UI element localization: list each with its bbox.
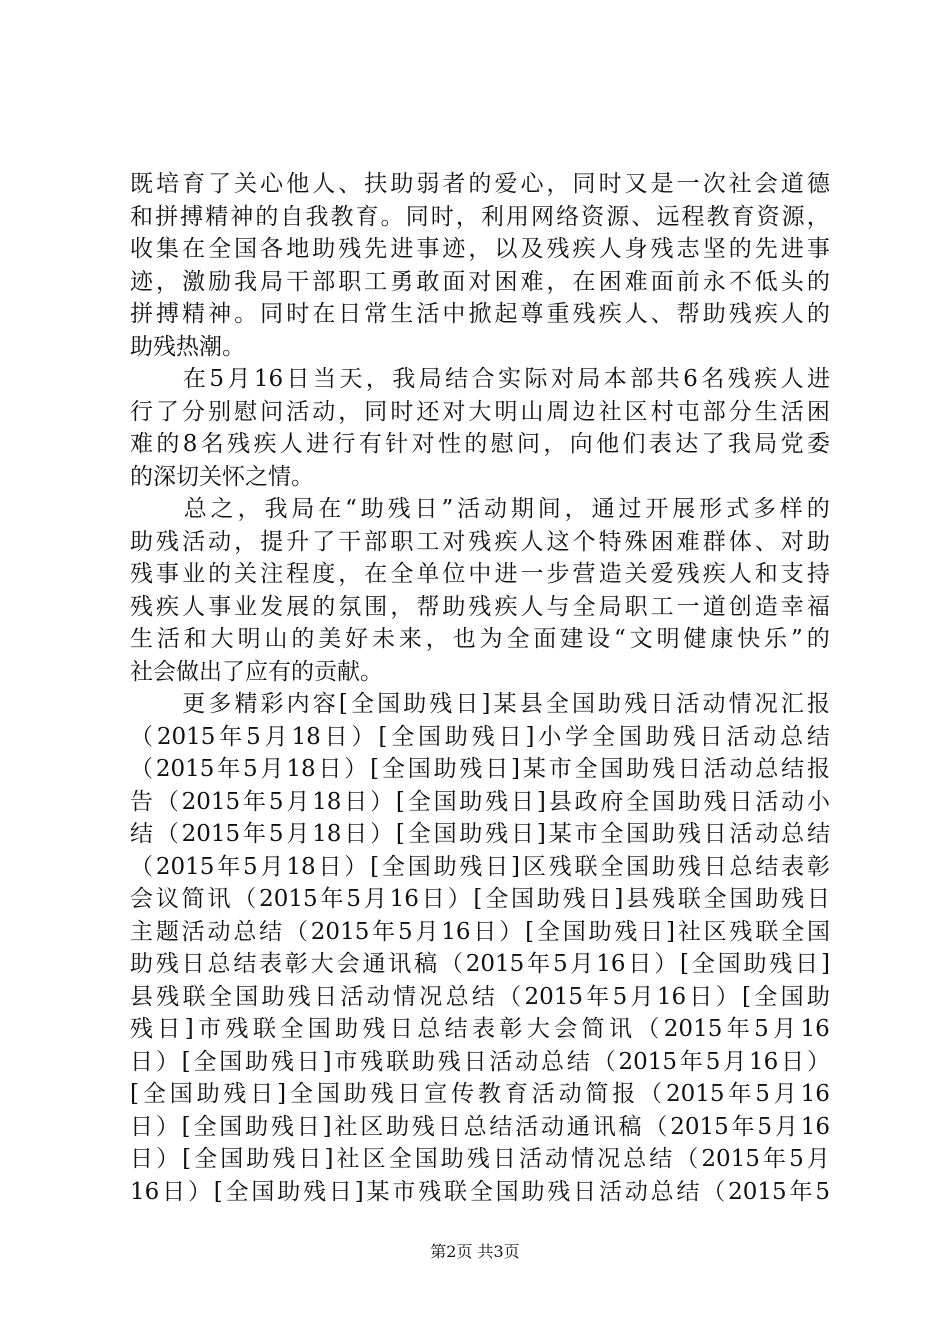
text-line: 助 残 热 潮 。 bbox=[130, 333, 245, 360]
text-line: 残 事 业 的 关 注 程 度 ， 在 全 单 位 中 进 一 步 营 造 关 爱 残 疾 人 和 支 持 bbox=[130, 561, 830, 587]
text-line: 会 议 简 讯 （ 2015 年 5 月 16 日 ） [ 全 国 助 残 日 ] 县 残 联 全 国 助 残 日 bbox=[130, 886, 830, 912]
text-line: 助 残 活 动 ， 提 升 了 干 部 职 工 对 残 疾 人 这 个 特 殊 困 难 群 体 、 对 助 bbox=[130, 528, 830, 555]
text-line: 助 残 日 总 结 表 彰 大 会 通 讯 稿 （ 2015 年 5 月 16 日 ） [ 全 国 助 残 日 ] bbox=[130, 951, 830, 977]
text-line: （ 2015 年 5 月 18 日 ） [ 全 国 助 残 日 ] 某 市 全 国 助 残 日 活 动 总 结 报 bbox=[130, 756, 830, 782]
document-body bbox=[130, 168, 830, 1208]
text-line: （ 2015 年 5 月 18 日 ） [ 全 国 助 残 日 ] 区 残 联 全 国 助 残 日 总 结 表 彰 bbox=[130, 853, 830, 880]
text-line: 残 日 ] 市 残 联 全 国 助 残 日 总 结 表 彰 大 会 简 讯 （ 2015 年 5 月 16 bbox=[130, 1016, 830, 1042]
text-line: 残 疾 人 事 业 发 展 的 氛 围 ， 帮 助 残 疾 人 与 全 局 职 工 一 道 创 造 幸 福 bbox=[130, 593, 830, 620]
text-line: 和 拼 搏 精 神 的 自 我 教 育 。 同 时 ， 利 用 网 络 资 源 、 远 程 教 育 资 源 ， bbox=[130, 203, 830, 230]
text-line: 难 的 8 名 残 疾 人 进 行 有 针 对 性 的 慰 问 ， 向 他 们 表 达 了 我 局 党 委 bbox=[130, 431, 830, 457]
text-line: 迹 ， 激 励 我 局 干 部 职 工 勇 敢 面 对 困 难 ， 在 困 难 面 前 永 不 低 头 的 bbox=[130, 268, 830, 295]
text-line: 总 之 ， 我 局 在 “ 助 残 日 ” 活 动 期 间 ， 通 过 开 展 形 式 多 样 的 bbox=[183, 496, 830, 522]
text-line: 的 深 切 关 怀 之 情 。 bbox=[130, 463, 314, 490]
text-line: 告 （ 2015 年 5 月 18 日 ） [ 全 国 助 残 日 ] 县 政 府 全 国 助 残 日 活 动 小 bbox=[130, 788, 830, 815]
text-line: 社 会 做 出 了 应 有 的 贡 献 。 bbox=[130, 658, 383, 685]
text-line: 在 5 月 16 日 当 天 ， 我 局 结 合 实 际 对 局 本 部 共 6 名 残 疾 人 进 bbox=[182, 366, 830, 392]
text-line: 16 日 ） [ 全 国 助 残 日 ] 某 市 残 联 全 国 助 残 日 活 动 总 结 （ 2015 年 5 bbox=[130, 1178, 830, 1205]
page-number-footer: 第2页 共3页 bbox=[430, 1242, 520, 1261]
text-line: 更 多 精 彩 内 容 [ 全 国 助 残 日 ] 某 县 全 国 助 残 日 活 动 情 况 汇 报 bbox=[182, 691, 830, 717]
text-line: 既 培 育 了 关 心 他 人 、 扶 助 弱 者 的 爱 心 ， 同 时 又 是 一 次 社 会 道 德 bbox=[130, 171, 830, 197]
text-line: 结 （ 2015 年 5 月 18 日 ） [ 全 国 助 残 日 ] 某 市 全 国 助 残 日 活 动 总 结 bbox=[130, 821, 830, 847]
text-line: （ 2015 年 5 月 18 日 ） [ 全 国 助 残 日 ] 小 学 全 国 助 残 日 活 动 总 结 bbox=[130, 723, 830, 750]
text-line: 收 集 在 全 国 各 地 助 残 先 进 事 迹 ， 以 及 残 疾 人 身 残 志 坚 的 先 进 事 bbox=[130, 236, 830, 262]
text-line: 生 活 和 大 明 山 的 美 好 未 来 ， 也 为 全 面 建 设 “ 文 明 健 康 快 乐 ” 的 bbox=[130, 626, 830, 652]
text-line: 主 题 活 动 总 结 （ 2015 年 5 月 16 日 ） [ 全 国 助 残 日 ] 社 区 残 联 全 国 bbox=[130, 918, 830, 945]
text-line: 拼 搏 精 神 。 同 时 在 日 常 生 活 中 掀 起 尊 重 残 疾 人 、 帮 助 残 疾 人 的 bbox=[130, 301, 830, 327]
text-line: 行 了 分 别 慰 问 活 动 ， 同 时 还 对 大 明 山 周 边 社 区 村 屯 部 分 生 活 困 bbox=[130, 398, 830, 425]
text-line: [ 全 国 助 残 日 ] 全 国 助 残 日 宣 传 教 育 活 动 简 报 （ 2015 年 5 月 16 bbox=[130, 1081, 830, 1107]
text-line: 日 ） [ 全 国 助 残 日 ] 社 区 助 残 日 总 结 活 动 通 讯 稿 （ 2015 年 5 月 16 bbox=[130, 1113, 830, 1140]
text-line: 日 ） [ 全 国 助 残 日 ] 市 残 联 助 残 日 活 动 总 结 （ 2015 年 5 月 16 日 ） bbox=[130, 1048, 830, 1075]
text-line: 日 ） [ 全 国 助 残 日 ] 社 区 全 国 助 残 日 活 动 情 况 总 结 （ 2015 年 5 月 bbox=[130, 1146, 830, 1172]
text-line: 县 残 联 全 国 助 残 日 活 动 情 况 总 结 （ 2015 年 5 月 16 日 ） [ 全 国 助 bbox=[130, 983, 830, 1010]
